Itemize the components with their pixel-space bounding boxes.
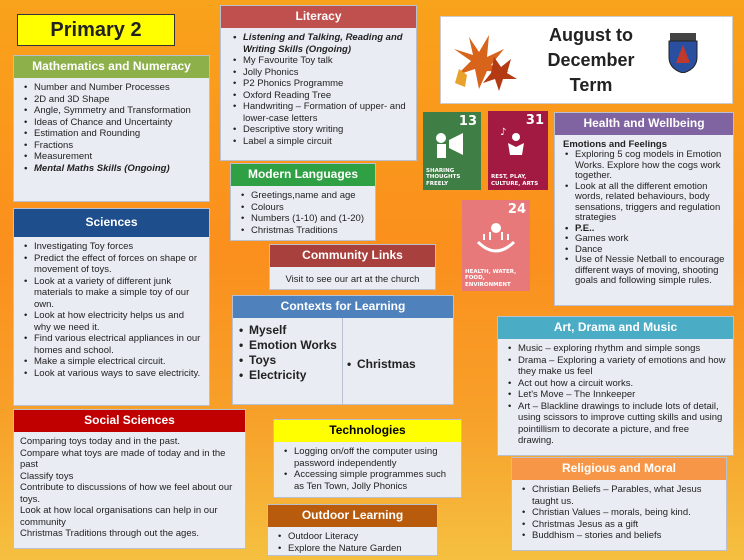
list-item: • Accessing simple programmes such as Ten Town, Jolly Phonics	[284, 469, 455, 492]
sdg-caption: SHARING THOUGHTS FREELY	[426, 167, 461, 187]
list-item: • P.E..	[565, 224, 727, 235]
community-text: Visit to see our art at the church	[285, 274, 420, 285]
term-line-3: Term	[569, 75, 613, 95]
list-item: • Electricity	[239, 368, 338, 383]
person-music-icon	[498, 125, 534, 159]
outdoor-header: Outdoor Learning	[268, 505, 437, 527]
list-item: • Music – exploring rhythm and simple songs	[508, 343, 727, 355]
list-item: • Label a simple circuit	[233, 136, 410, 148]
modern-languages-panel	[230, 163, 376, 241]
maths-header: Mathematics and Numeracy	[14, 56, 209, 78]
list-item: • Drama – Exploring a variety of emotions and how they make us feel	[508, 355, 727, 378]
list-item: Christmas Traditions through out the ages.	[20, 528, 200, 539]
contexts-left	[233, 318, 343, 404]
technologies-panel	[273, 419, 462, 498]
outdoor-panel	[267, 504, 438, 556]
sdg-number: 13	[458, 114, 477, 129]
list-item: • Look at how electricity helps us and why we need it.	[24, 310, 203, 333]
list-item: • Numbers (1-10) and (1-20)	[241, 213, 369, 225]
sdg-13-icon	[423, 112, 481, 190]
list-item: • Greetings,name and age	[241, 190, 369, 202]
list-item: • Look at all the different emotion words, related behaviours, body sensations, triggers and regulation strategies	[565, 182, 727, 224]
religious-header: Religious and Moral	[512, 458, 726, 480]
religious-panel	[511, 457, 727, 551]
sdg-caption: HEALTH, WATER, FOOD, ENVIRONMENT	[465, 268, 517, 288]
list-item: • Handwriting – Formation of upper- and lower-case letters	[233, 101, 410, 124]
health-panel	[554, 112, 734, 306]
maths-panel	[13, 55, 210, 202]
list-item: • Myself	[239, 323, 338, 338]
list-item: • Christmas Jesus as a gift	[522, 519, 720, 531]
crest-icon	[666, 33, 700, 73]
health-list	[555, 150, 733, 289]
list-item: • Toys	[239, 353, 338, 368]
list-item: • Act out how a circuit works.	[508, 378, 727, 390]
technologies-header: Technologies	[274, 420, 461, 442]
list-item: • Descriptive story writing	[233, 124, 410, 136]
list-item: • Look at a variety of different junk materials to make a simple toy of our own.	[24, 276, 203, 311]
literacy-panel	[220, 5, 417, 161]
social-panel	[13, 409, 246, 549]
page-title: Primary 2	[50, 19, 142, 41]
contexts-panel	[232, 295, 454, 405]
list-item: • Buddhism – stories and beliefs	[522, 530, 720, 542]
list-item: • Ideas of Chance and Uncertainty	[24, 117, 203, 129]
list-item: • Oxford Reading Tree	[233, 90, 410, 102]
list-item: • Art – Blackline drawings to include lots of detail, using scissors to improve cutting skills and using pointillism to decorate a picture, and free drawing.	[508, 401, 727, 447]
technologies-list	[274, 442, 461, 494]
sdg-31-icon	[488, 111, 548, 190]
sdg-number: 31	[525, 113, 544, 128]
community-header: Community Links	[270, 245, 435, 267]
list-item: Classify toys	[20, 470, 74, 482]
list-item: • Let's Move – The Innkeeper	[508, 389, 727, 401]
list-item: Contribute to discussions of how we feel about our toys.	[20, 482, 233, 505]
sdg-caption: REST, PLAY, CULTURE, ARTS	[491, 174, 539, 187]
svg-text:♪: ♪	[500, 127, 507, 138]
list-item: • Dance	[565, 245, 727, 256]
list-item: • Look at various ways to save electricity.	[24, 368, 203, 380]
list-item: • Measurement	[24, 151, 203, 163]
list-item: • Number and Number Processes	[24, 82, 203, 94]
contexts-header: Contexts for Learning	[233, 296, 453, 318]
list-item: • Use of Nessie Netball to encourage different ways of moving, shooting goals and following simple rules.	[565, 255, 727, 287]
contexts-left-list	[233, 318, 342, 383]
community-panel	[269, 244, 436, 290]
list-item: Look at how local organisations can help in our community	[20, 505, 218, 528]
list-item: • Christian Values – morals, being kind.	[522, 507, 720, 519]
health-header: Health and Wellbeing	[555, 113, 733, 135]
list-item: • P2 Phonics Programme	[233, 78, 410, 90]
list-item: • My Favourite Toy talk	[233, 55, 410, 67]
title-box	[17, 14, 175, 46]
social-header: Social Sciences	[14, 410, 245, 432]
list-item: • Logging on/off the computer using password independently	[284, 446, 455, 469]
modern-languages-header: Modern Languages	[231, 164, 375, 186]
contexts-right-list	[347, 357, 416, 372]
list-item: • Investigating Toy forces	[24, 241, 203, 253]
list-item: • Listening and Talking, Reading and Writing Skills (Ongoing)	[233, 32, 410, 55]
religious-list	[512, 480, 726, 544]
list-item: • Games work	[565, 234, 727, 245]
health-subheading: Emotions and Feelings	[563, 139, 667, 150]
modern-languages-list	[231, 186, 375, 238]
health-food-icon	[474, 220, 518, 260]
autumn-leaves-icon	[449, 27, 519, 97]
list-item: • Exploring 5 cog models in Emotion Works. Explore how the cogs work together.	[565, 150, 727, 182]
list-item: • 2D and 3D Shape	[24, 94, 203, 106]
sdg-24-icon	[462, 200, 530, 291]
megaphone-icon	[433, 130, 469, 160]
list-item: • Christmas Traditions	[241, 225, 369, 237]
list-item: • Outdoor Literacy	[278, 531, 431, 543]
sciences-panel	[13, 208, 210, 406]
art-panel	[497, 316, 734, 456]
social-list	[14, 432, 245, 542]
art-header: Art, Drama and Music	[498, 317, 733, 339]
sciences-list	[14, 237, 209, 381]
list-item: Compare what toys are made of today and in the past	[20, 447, 226, 470]
literacy-list	[221, 28, 416, 149]
list-item: • Explore the Nature Garden	[278, 543, 431, 555]
list-item: • Colours	[241, 202, 369, 214]
list-item: • Christmas	[347, 357, 416, 372]
sciences-header: Sciences	[14, 209, 209, 237]
art-list	[498, 339, 733, 449]
list-item: • Christian Beliefs – Parables, what Jesus taught us.	[522, 484, 720, 507]
literacy-header: Literacy	[221, 6, 416, 28]
list-item: • Predict the effect of forces on shape or movement of toys.	[24, 253, 203, 276]
outdoor-list	[268, 527, 437, 556]
list-item: Comparing toys today and in the past.	[20, 436, 181, 447]
list-item: • Angle, Symmetry and Transformation	[24, 105, 203, 117]
list-item: • Make a simple electrical circuit.	[24, 356, 203, 368]
list-item: • Mental Maths Skills (Ongoing)	[24, 163, 203, 175]
list-item: • Emotion Works	[239, 338, 338, 353]
list-item: • Estimation and Rounding	[24, 128, 203, 140]
list-item: • Jolly Phonics	[233, 67, 410, 79]
sdg-number: 24	[507, 202, 526, 217]
list-item: • Find various electrical appliances in our homes and school.	[24, 333, 203, 356]
maths-list	[14, 78, 209, 176]
list-item: • Fractions	[24, 140, 203, 152]
term-title	[521, 23, 661, 98]
term-box	[440, 16, 733, 104]
term-line-2: December	[547, 50, 635, 70]
term-line-1: August to	[549, 25, 633, 45]
